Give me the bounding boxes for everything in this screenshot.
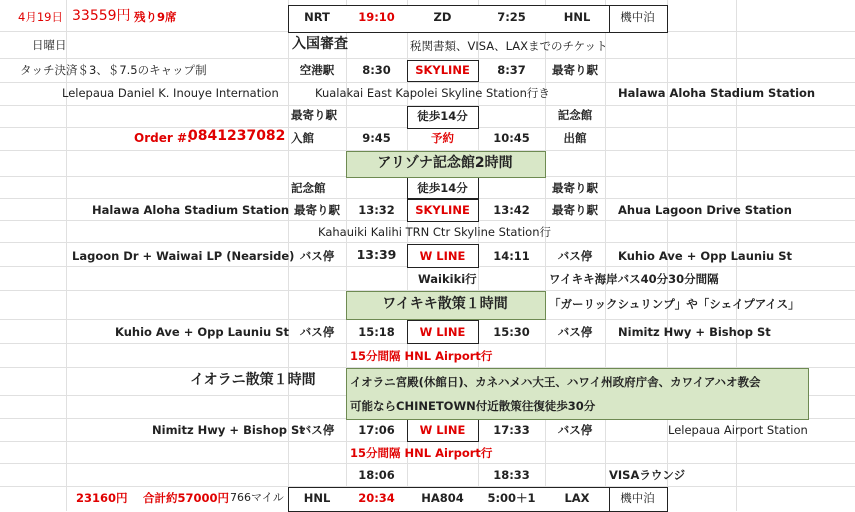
interval-note: 15分間隔 HNL Airport行: [350, 349, 493, 363]
return-price-cell: 23160円: [76, 491, 128, 505]
grid-row-line: [0, 82, 855, 83]
arrive-time: 13:42: [493, 203, 530, 217]
depart-time: 13:39: [356, 247, 397, 262]
nearest-station-label: 最寄り駅: [294, 203, 340, 217]
walk-time: 徒歩14分: [417, 109, 468, 123]
bound-for-label: Waikiki行: [418, 272, 477, 286]
line-name: W LINE: [419, 325, 466, 339]
entry-label: 入館: [291, 131, 314, 145]
bound-for-label: Kualakai East Kapolei Skyline Station行き: [315, 86, 550, 100]
arrival-airport-cell: LAX: [564, 491, 590, 505]
documents-note: 税関書類、VISA、LAXまでのチケット: [410, 39, 608, 53]
bus-stop-label: バス停: [299, 325, 335, 339]
departure-airport-cell: HNL: [303, 491, 331, 505]
lounge-note: VISAラウンジ: [609, 468, 686, 482]
order-label: Order #:: [134, 131, 192, 145]
total-price-cell: 合計約57000円: [143, 491, 230, 505]
depart-time: 13:32: [358, 203, 395, 217]
walk-time: 徒歩14分: [417, 181, 468, 195]
depart-time: 15:18: [358, 325, 395, 339]
grid-row-line: [0, 242, 855, 243]
destination-bus-stop: Nimitz Hwy + Bishop St: [618, 325, 771, 339]
destination-station: Halawa Aloha Stadium Station: [618, 86, 816, 100]
flight-number-cell: HA804: [421, 491, 464, 505]
payment-note: タッチ決済＄3、＄7.5のキャップ制: [20, 63, 207, 77]
depart-time: 18:06: [358, 468, 395, 482]
nearest-station-label: 最寄り駅: [552, 203, 598, 217]
overnight-note-cell: 機中泊: [620, 10, 655, 24]
arrival-airport-cell: HNL: [563, 10, 591, 24]
reservation-label: 予約: [431, 131, 454, 145]
memorial-label: 記念館: [291, 181, 326, 195]
origin-bus-stop: Kuhio Ave + Opp Launiu St: [115, 325, 289, 339]
iolani-walk-title: イオラニ散策１時間: [190, 372, 316, 388]
iolani-sights-line-2: 可能ならCHINETOWN付近散策往復徒歩30分: [350, 399, 596, 413]
departure-airport-cell: NRT: [304, 10, 330, 24]
overnight-note-cell: 機中泊: [620, 491, 655, 505]
origin-station: Lelepaua Daniel K. Inouye Internation: [62, 86, 279, 100]
arrive-time: 17:33: [493, 423, 530, 437]
bus-stop-label: バス停: [557, 423, 593, 437]
seats-left-cell: 残り9席: [134, 10, 177, 24]
waikiki-walk-title: ワイキキ散策１時間: [382, 296, 508, 312]
grid-row-line: [0, 58, 855, 59]
line-name: SKYLINE: [415, 203, 470, 217]
line-name: SKYLINE: [415, 63, 470, 77]
iolani-sights-line-1: イオラニ宮殿(休館日)、カネハメハ大王、ハワイ州政府庁舎、カワイアハオ教会: [350, 375, 761, 389]
departure-time-cell: 19:10: [358, 10, 395, 24]
grid-column-line: [605, 0, 606, 511]
bus-interval-note: ワイキキ海岸バス40分30分間隔: [549, 272, 719, 286]
arrive-time: 15:30: [493, 325, 530, 339]
bus-stop-label: バス停: [557, 249, 593, 263]
bus-stop-label: バス停: [299, 249, 335, 263]
origin-station: Halawa Aloha Stadium Station: [92, 203, 290, 217]
bound-for-label: Kahauiki Kalihi TRN Ctr Skyline Station行: [318, 225, 551, 239]
entry-time: 9:45: [362, 131, 391, 145]
weekday-cell: 日曜日: [32, 38, 67, 52]
arizona-memorial-title: アリゾナ記念館2時間: [377, 155, 513, 171]
origin-bus-stop: Lagoon Dr + Waiwai LP (Nearside): [72, 249, 295, 263]
destination-station: Lelepaua Airport Station: [668, 423, 808, 437]
depart-time: 8:30: [362, 63, 391, 77]
food-note: 「ガーリックシュリンプ」や「シェイプアイス」: [549, 297, 800, 311]
arrive-time: 8:37: [497, 63, 526, 77]
destination-station: Ahua Lagoon Drive Station: [618, 203, 792, 217]
bus-stop-label: バス停: [299, 423, 335, 437]
arrive-time: 14:11: [493, 249, 530, 263]
memorial-label: 記念館: [557, 108, 593, 122]
destination-bus-stop: Kuhio Ave + Opp Launiu St: [618, 249, 792, 263]
exit-time: 10:45: [493, 131, 530, 145]
origin-bus-stop: Nimitz Hwy + Bishop St: [152, 423, 305, 437]
line-name: W LINE: [419, 423, 466, 437]
immigration-heading: 入国審査: [292, 36, 348, 52]
price-cell: 33559円: [72, 8, 131, 24]
nearest-station-label: 最寄り駅: [552, 63, 598, 77]
exit-label: 出館: [563, 131, 587, 145]
date-cell: 4月19日: [18, 10, 63, 24]
depart-time: 17:06: [358, 423, 395, 437]
line-name: W LINE: [419, 249, 466, 263]
nearest-station-label: 最寄り駅: [552, 181, 598, 195]
grid-row-line: [0, 463, 855, 464]
miles-cell: 766マイル: [230, 491, 284, 504]
station-label: 空港駅: [299, 63, 335, 77]
arrival-time-cell: 7:25: [497, 10, 526, 24]
nearest-station-label: 最寄り駅: [291, 108, 337, 122]
arrive-time: 18:33: [493, 468, 530, 482]
interval-note: 15分間隔 HNL Airport行: [350, 446, 493, 460]
departure-time-cell: 20:34: [358, 491, 395, 505]
arrival-time-cell: 5:00＋1: [487, 491, 536, 505]
bus-stop-label: バス停: [557, 325, 593, 339]
order-number: 0841237082: [188, 128, 286, 144]
airline-cell: ZD: [433, 10, 452, 24]
